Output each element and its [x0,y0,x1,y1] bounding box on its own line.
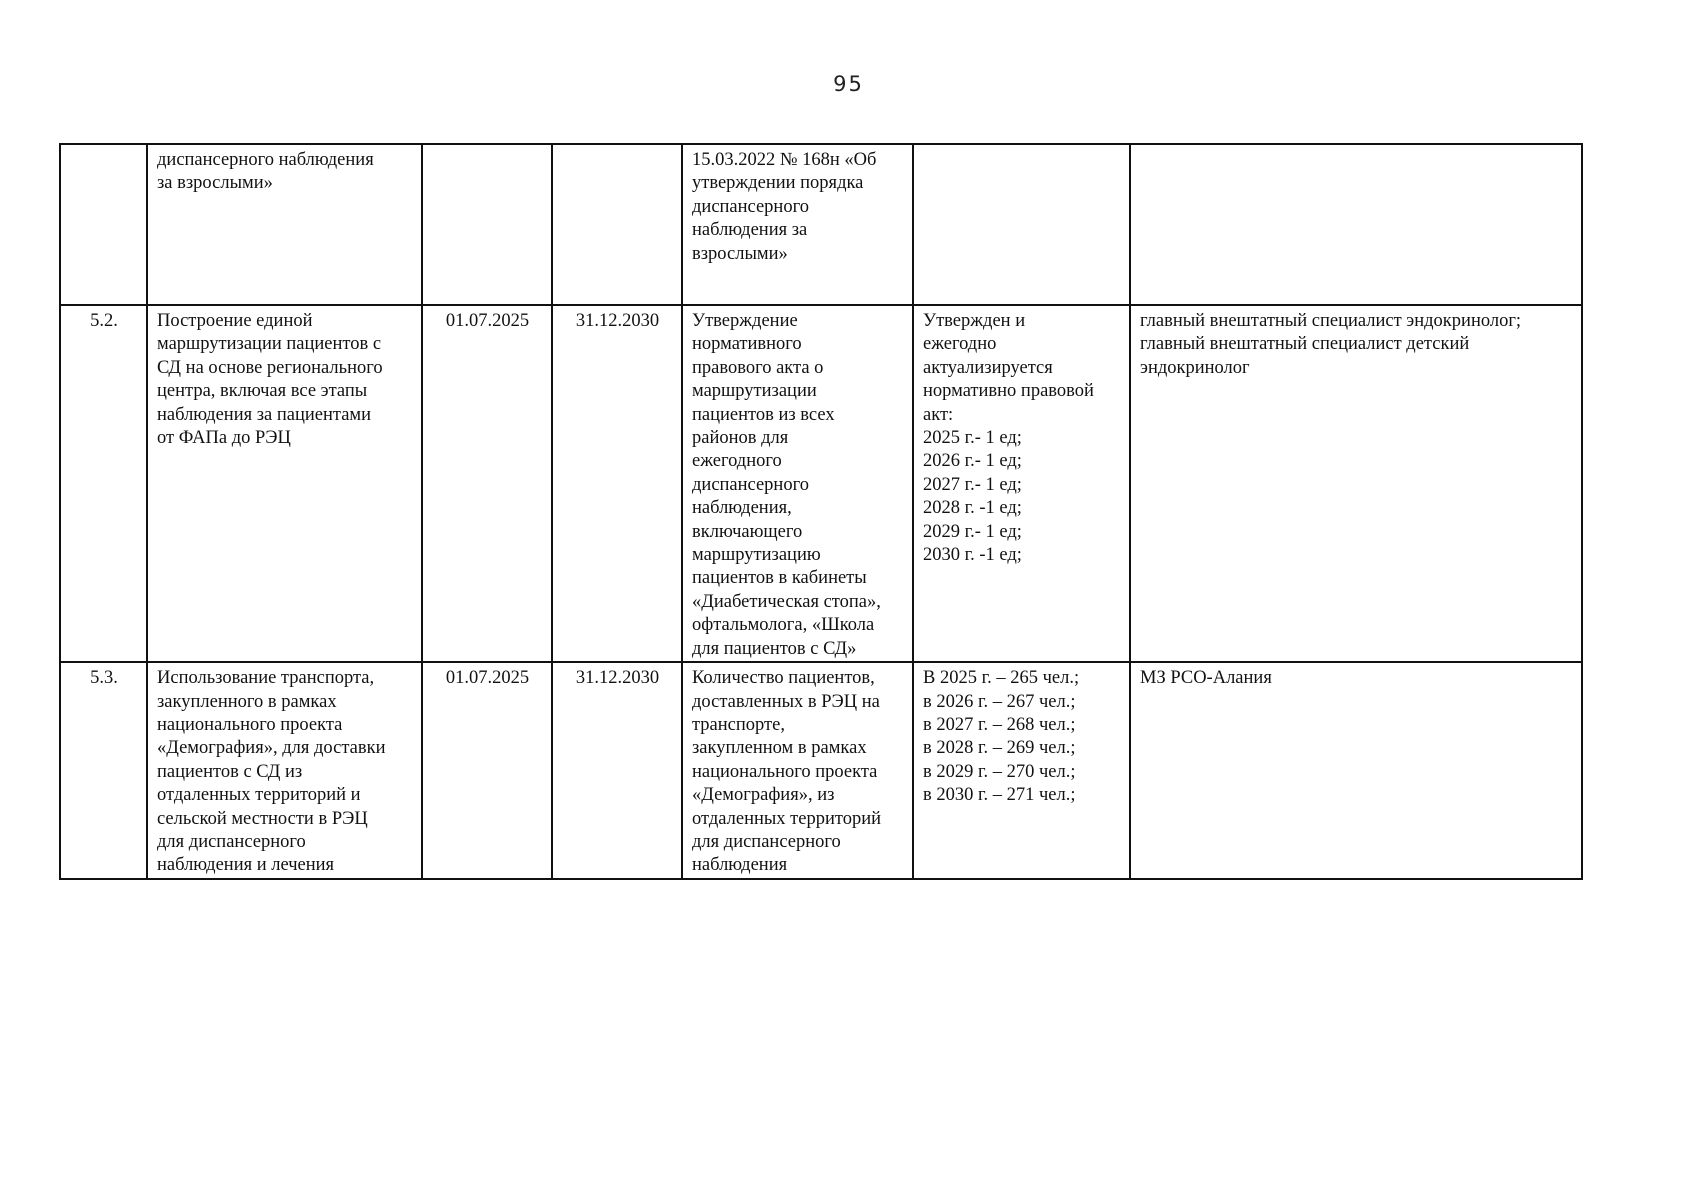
event-cell [147,305,422,662]
responsible-cell [1130,662,1582,879]
cell-text-line: утверждении порядка [692,173,864,194]
table-row [60,144,1582,305]
cell-text-line: «Диабетическая стопа», [692,591,881,612]
end-date-cell: 31.12.2030 [552,305,682,662]
cell-text-line: СД на основе регионального [157,357,383,378]
cell-text-line: в 2028 г. – 269 чел.; [923,738,1076,759]
responsible-cell [1130,305,1582,662]
cell-text-line: МЗ РСО-Алания [1140,668,1272,689]
cell-text-line: нормативного [692,334,802,355]
cell-text-line: транспорте, [692,714,785,735]
target-value-cell [913,305,1130,662]
cell-text-line: «Демография», из [692,785,835,806]
start-date-cell: 01.07.2025 [422,305,552,662]
cell-text-line: пациентов с СД из [157,761,303,782]
target-value-cell [913,144,1130,305]
cell-text-line: пациентов в кабинеты [692,568,867,589]
cell-text-line: районов для [692,428,789,449]
cell-text-line: 2028 г. -1 ед; [923,498,1022,519]
cell-text-line: диспансерного наблюдения [157,150,374,170]
indicator-cell [682,144,913,305]
cell-text-line: за взрослыми» [157,173,273,194]
indicator-cell [682,662,913,879]
end-date-cell: 31.12.2030 [552,662,682,879]
cell-text-line: главный внештатный специалист эндокринолог; [1140,311,1522,331]
cell-text-line: 2026 г.- 1 ед; [923,451,1022,472]
event-cell [147,144,422,305]
cell-text-line: актуализируется [923,357,1053,378]
cell-text-line: 2025 г.- 1 ед; [923,428,1022,449]
cell-text-line: 15.03.2022 № 168н «Об [692,150,877,170]
cell-text-line: национального проекта [157,714,343,735]
cell-text-line: закупленного в рамках [157,691,337,712]
cell-text-line: диспансерного [692,474,809,495]
cell-text-line: Построение единой [157,311,313,331]
cell-text-line: наблюдения за пациентами [157,404,372,425]
cell-text-line: для диспансерного [692,831,841,852]
row-number-cell: 5.2. [60,305,147,662]
cell-text-line: в 2027 г. – 268 чел.; [923,714,1076,735]
table-row [60,662,1582,879]
page-number: 95 [833,72,864,96]
cell-text-line: центра, включая все этапы [157,381,368,402]
cell-text-line: маршрутизацию [692,545,821,566]
cell-text-line: доставленных в РЭЦ на [692,691,880,712]
end-date-cell [552,144,682,305]
cell-text-line: наблюдения за [692,220,808,241]
cell-text-line: диспансерного [692,196,809,217]
cell-text-line: для пациентов с СД» [692,638,857,659]
cell-text-line: Использование транспорта, [157,668,375,689]
cell-text-line: наблюдения, [692,498,792,519]
table-row [60,305,1582,662]
cell-text-line: включающего [692,521,803,542]
cell-text-line: ежегодного [692,451,782,472]
event-cell [147,662,422,879]
indicator-cell [682,305,913,662]
cell-text-line: от ФАПа до РЭЦ [157,428,291,449]
responsible-cell [1130,144,1582,305]
cell-text-line: отдаленных территорий [692,808,882,829]
cell-text-line: 2030 г. -1 ед; [923,545,1022,566]
cell-text-line: акт: [923,404,954,425]
row-number-cell: 5.3. [60,662,147,879]
cell-text-line: нормативно правовой [923,381,1094,402]
cell-text-line: 2027 г.- 1 ед; [923,474,1022,495]
cell-text-line: взрослыми» [692,243,788,264]
cell-text-line: «Демография», для доставки [157,738,386,759]
start-date-cell [422,144,552,305]
cell-text-line: наблюдения [692,855,788,876]
cell-text-line: в 2029 г. – 270 чел.; [923,761,1076,782]
cell-text-line: наблюдения и лечения [157,855,335,876]
cell-text-line: национального проекта [692,761,878,782]
plan-table [59,143,1583,880]
cell-text-line: эндокринолог [1140,357,1250,378]
cell-text-line: в 2026 г. – 267 чел.; [923,691,1076,712]
cell-text-line: закупленном в рамках [692,738,867,759]
start-date-cell: 01.07.2025 [422,662,552,879]
cell-text-line: офтальмолога, «Школа [692,615,875,636]
cell-text-line: Утверждение [692,311,798,331]
cell-text-line: маршрутизации [692,381,817,402]
cell-text-line: В 2025 г. – 265 чел.; [923,668,1080,689]
cell-text-line: 2029 г.- 1 ед; [923,521,1022,542]
cell-text-line: главный внештатный специалист детский [1140,334,1470,355]
cell-text-line: пациентов из всех [692,404,835,425]
cell-text-line: правового акта о [692,357,824,378]
cell-text-line: сельской местности в РЭЦ [157,808,368,829]
cell-text-line: маршрутизации пациентов с [157,334,382,355]
cell-text-line: для диспансерного [157,831,306,852]
row-number-cell [60,144,147,305]
cell-text-line: Утвержден и [923,311,1026,331]
target-value-cell [913,662,1130,879]
cell-text-line: отдаленных территорий и [157,785,361,806]
cell-text-line: ежегодно [923,334,997,355]
cell-text-line: в 2030 г. – 271 чел.; [923,785,1076,806]
cell-text-line: Количество пациентов, [692,668,875,689]
